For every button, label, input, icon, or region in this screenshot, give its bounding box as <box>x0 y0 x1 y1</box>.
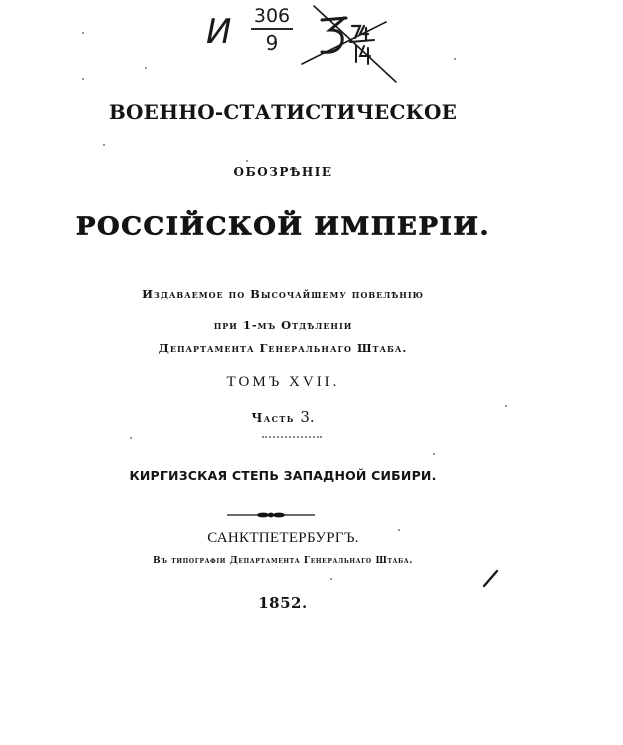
shelfmark-denominator: 9 <box>265 31 279 55</box>
crossed-out-mark-icon <box>300 4 400 84</box>
imprint-year: 1852. <box>258 594 308 612</box>
scan-speck <box>505 405 507 407</box>
publisher-note-line-3: Департамента Генеральнаго Штаба. <box>158 341 408 355</box>
scan-speck <box>145 67 147 69</box>
title-line-2: ОБОЗРѢНІЕ <box>233 165 333 179</box>
shelfmark-fraction <box>247 6 297 54</box>
part-number: 3. <box>300 408 315 426</box>
imprint-city: САНКТПЕТЕРБУРГЪ. <box>207 530 359 546</box>
publisher-note-line-2: при 1-мъ Отдѣленіи <box>213 318 353 332</box>
handwritten-letter: И <box>206 12 232 52</box>
scan-speck <box>82 78 84 80</box>
scan-speck <box>82 32 84 34</box>
scan-speck <box>130 437 132 439</box>
title-line-1: ВОЕННО-СТАТИСТИЧЕСКОЕ <box>108 100 458 124</box>
faded-stamp <box>262 428 322 438</box>
part-word: Часть <box>251 411 295 425</box>
title-line-3: РОССІЙСКОЙ ИМПЕРІИ. <box>75 213 491 241</box>
subject-heading: КИРГИЗСКАЯ СТЕПЬ ЗАПАДНОЙ СИБИРИ. <box>129 468 437 483</box>
scan-speck <box>454 58 456 60</box>
stray-pen-mark-icon <box>482 568 500 588</box>
part-label <box>0 408 566 426</box>
ornamental-rule-icon <box>227 512 315 518</box>
publisher-note-line-1: Издаваемое по Высочайшему повелѣнію <box>142 287 424 301</box>
fraction-bar <box>251 28 293 30</box>
imprint-printer: Въ типографіи Департамента Генеральнаго Штаба. <box>153 556 413 566</box>
scan-speck <box>330 578 332 580</box>
scan-speck <box>246 160 248 162</box>
scan-speck <box>398 529 400 531</box>
volume-label: ТОМЪ XVII. <box>226 374 340 390</box>
shelfmark-numerator: 306 <box>253 5 291 27</box>
scan-speck <box>103 144 105 146</box>
scan-speck <box>433 453 435 455</box>
